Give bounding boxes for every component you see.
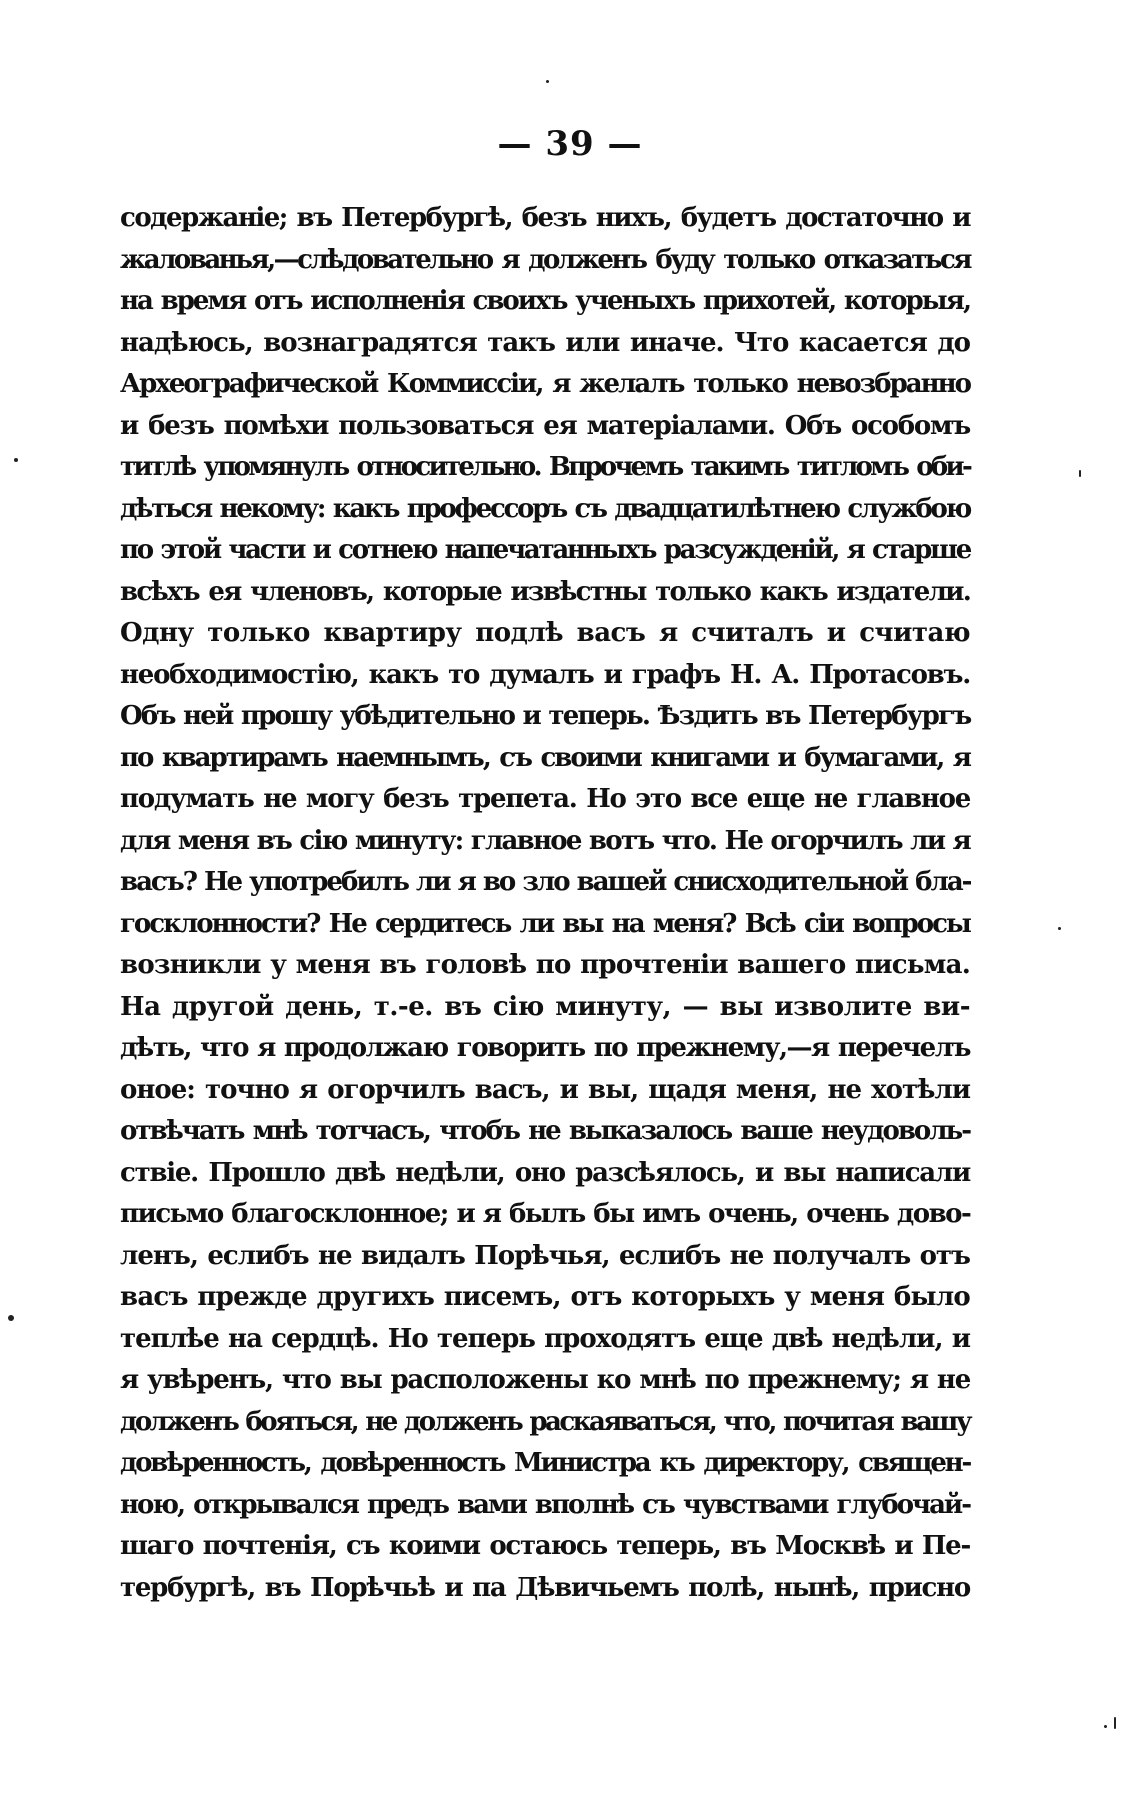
- text-line: шаго почтенія, съ коими остаюсь теперь, въ Москвѣ и Пе-: [120, 1531, 970, 1561]
- text-line: госклонности? Не сердитесь ли вы на меня? Всѣ сіи вопросы: [120, 908, 970, 939]
- text-line: письмо благосклонное; и я былъ бы имъ очень, очень дово-: [120, 1199, 971, 1229]
- text-line: надѣюсь, вознаградятся такъ или иначе. Что касается до: [120, 327, 970, 358]
- scan-speck: [1058, 927, 1061, 930]
- body-text: [120, 198, 970, 1609]
- page-number: — 39 —: [497, 124, 643, 164]
- scan-speck: [546, 80, 549, 83]
- text-line: оное: точно я огорчилъ васъ, и вы, щадя меня, не хотѣли: [120, 1074, 970, 1105]
- scan-speck: [1114, 1717, 1116, 1729]
- text-line: тербургѣ, въ Порѣчьѣ и па Дѣвичьемъ полѣ, нынѣ, присно: [120, 1572, 970, 1603]
- text-line: возникли у меня въ головѣ по прочтеніи вашего письма.: [120, 950, 970, 980]
- text-line: всѣхъ ея членовъ, которые извѣстны только какъ издатели.: [120, 576, 970, 607]
- text-line: Объ ней прошу убѣдительно и теперь. Ѣздить въ Петербургъ: [120, 701, 971, 731]
- text-line: отвѣчать мнѣ тотчасъ, чтобъ не выказалось ваше неудоволь-: [120, 1116, 970, 1146]
- text-line: содержаніе; въ Петербургѣ, безъ нихъ, будетъ достаточно и: [120, 203, 970, 233]
- text-line: васъ прежде другихъ писемъ, отъ которыхъ у меня было: [120, 1282, 970, 1312]
- text-line: теплѣе на сердцѣ. Но теперь проходятъ еще двѣ недѣли, и: [120, 1323, 970, 1354]
- text-line: по этой части и сотнею напечатанныхъ разсужденій, я старше: [120, 535, 970, 565]
- text-line: долженъ бояться, не долженъ раскаяваться, что, почитая вашу: [120, 1406, 970, 1437]
- text-line: ленъ, еслибъ не видалъ Порѣчья, еслибъ не получалъ отъ: [120, 1240, 970, 1271]
- scan-speck: [14, 458, 18, 462]
- text-line: титлѣ упомянулъ относительно. Впрочемъ такимъ титломъ оби-: [120, 452, 970, 482]
- text-line: жалованья,—слѣдовательно я долженъ буду только отказаться: [120, 244, 970, 275]
- text-line: для меня въ сію минуту: главное вотъ что. Не огорчилъ ли я: [120, 825, 970, 856]
- text-line: Одну только квартиру подлѣ васъ я считалъ и считаю: [120, 618, 970, 648]
- text-line: На другой день, т.-е. въ сію минуту, — вы изволите ви-: [120, 991, 970, 1022]
- text-line: Археографической Коммиссіи, я желалъ только невозбранно: [120, 369, 970, 399]
- text-line: я увѣренъ, что вы расположены ко мнѣ по прежнему; я не: [120, 1365, 970, 1395]
- scan-speck: [1079, 470, 1081, 477]
- text-line: дѣться некому: какъ профессоръ съ двадцатилѣтнею службою: [120, 493, 970, 524]
- text-line: дѣть, что я продолжаю говорить по прежнему,—я перечелъ: [120, 1033, 970, 1063]
- text-line: необходимостію, какъ то думалъ и графъ Н. А. Протасовъ.: [120, 659, 970, 690]
- text-line: ною, открывался предъ вами вполнѣ съ чувствами глубочай-: [120, 1489, 970, 1520]
- text-line: подумать не могу безъ трепета. Но это все еще не главное: [120, 784, 970, 814]
- text-line: и безъ помѣхи пользоваться ея матеріалами. Объ особомъ: [120, 410, 970, 441]
- text-line: по квартирамъ наемнымъ, съ своими книгами и бумагами, я: [120, 742, 970, 773]
- scan-speck: [8, 1315, 14, 1321]
- scan-speck: [1104, 1725, 1107, 1728]
- text-line: ствіе. Прошло двѣ недѣли, оно разсѣялось, и вы написали: [120, 1157, 970, 1188]
- text-line: довѣренность, довѣренность Министра къ директору, священ-: [120, 1448, 970, 1478]
- text-line: на время отъ исполненія своихъ ученыхъ прихотей, которыя,: [120, 286, 970, 316]
- text-line: васъ? Не употребилъ ли я во зло вашей снисходительной бла-: [120, 867, 971, 897]
